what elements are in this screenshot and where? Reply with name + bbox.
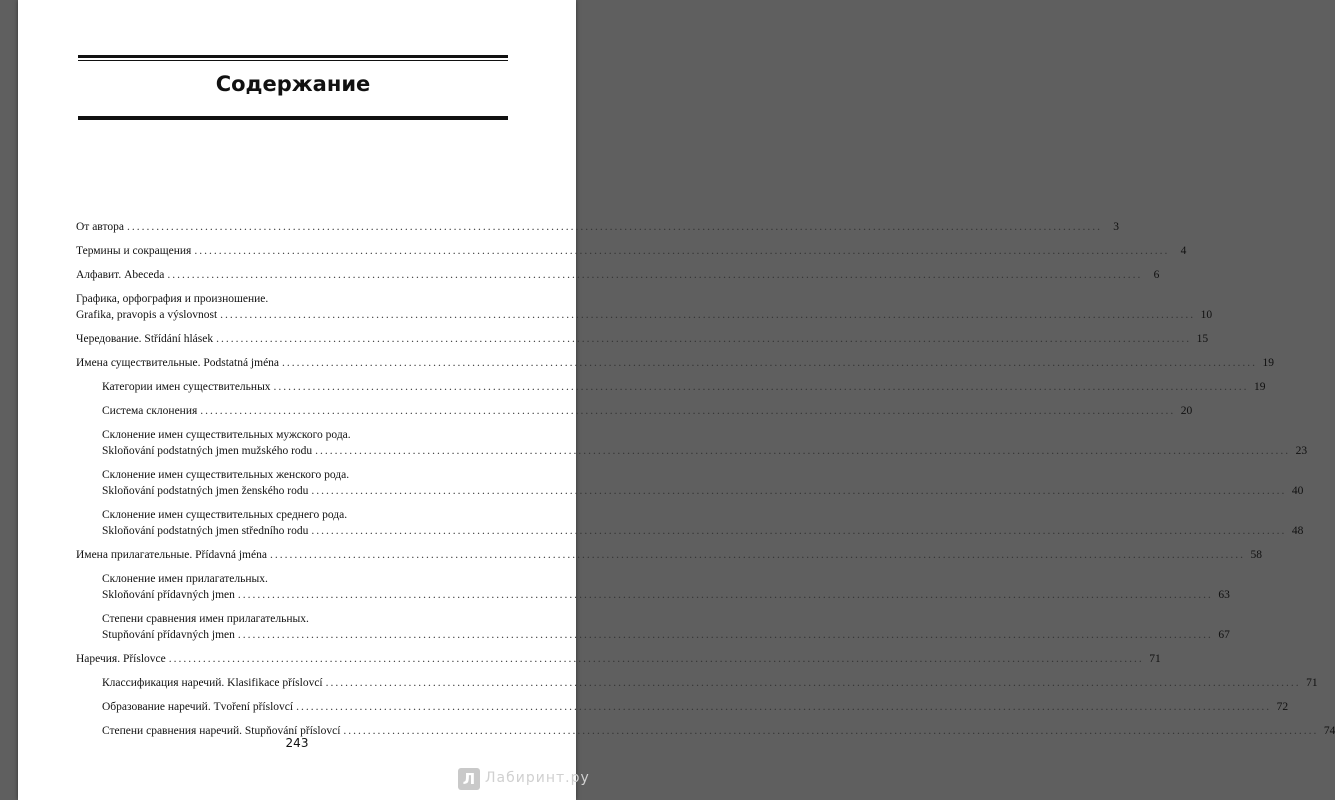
toc-entry-title: Термины и сокращения	[76, 245, 192, 257]
toc-entry-title: Алфавит. Abeceda	[76, 269, 165, 281]
dot-leader: ........................................................................................................................................................................................................	[200, 405, 1176, 417]
toc-entry-title: Имена прилагательные. Přídavná jména	[76, 549, 267, 561]
toc-entry-page: 20	[1180, 405, 1193, 417]
toc-entry-title-line: Степени сравнения имен прилагательных.	[102, 613, 309, 625]
dot-leader: ........................................................................................................................................................................................................	[282, 357, 1258, 369]
toc-entry-page: 3	[1113, 221, 1119, 233]
watermark-text: Лабиринт.ру	[485, 770, 590, 786]
toc-entry	[76, 219, 1119, 235]
page-number: 243	[285, 736, 309, 750]
toc-entry-title: Skloňování podstatných jmen středního rodu	[102, 525, 309, 537]
toc-entry-title-line: Склонение имен существительных мужского рода.	[102, 429, 351, 441]
dot-leader: ........................................................................................................................................................................................................	[168, 653, 1144, 665]
dot-leader: ........................................................................................................................................................................................................	[273, 381, 1249, 393]
page-title: Содержание	[215, 72, 371, 96]
toc-entry-title: Наречия. Příslovce	[76, 653, 166, 665]
toc-entry-page: 72	[1276, 701, 1289, 713]
toc-entry-title: Grafika, pravopis a výslovnost	[76, 309, 218, 321]
toc-subentry	[76, 507, 1304, 539]
toc-entry-title: Классификация наречий. Klasifikace příslovcí	[102, 677, 323, 689]
toc-entry	[76, 651, 1161, 667]
toc-entry-page: 71	[1149, 653, 1161, 665]
table-of-contents	[76, 219, 1335, 747]
toc-subentry	[76, 675, 1318, 691]
toc-entry	[76, 547, 1262, 563]
toc-entry	[76, 355, 1275, 371]
toc-entry-title: Skloňování podstatných jmen ženského rodu	[102, 485, 309, 497]
toc-entry-page: 58	[1250, 549, 1262, 561]
title-rule-bottom	[78, 114, 508, 120]
dot-leader: ........................................................................................................................................................................................................	[311, 525, 1287, 537]
toc-subentry	[76, 379, 1266, 395]
book-page	[18, 0, 1335, 800]
toc-subentry	[76, 403, 1193, 419]
toc-subentry	[76, 427, 1308, 459]
dot-leader: ........................................................................................................................................................................................................	[311, 485, 1287, 497]
toc-entry-page: 40	[1291, 485, 1304, 497]
toc-entry-page: 48	[1291, 525, 1304, 537]
toc-entry-title: Stupňování přídavných jmen	[102, 629, 235, 641]
toc-entry	[76, 267, 1160, 283]
toc-entry-title-line: Склонение имен существительных женского рода.	[102, 469, 350, 481]
toc-entry-page: 4	[1180, 245, 1187, 257]
toc-entry-page: 71	[1306, 677, 1318, 689]
toc-entry-title: Система склонения	[102, 405, 198, 417]
toc-entry-page: 19	[1254, 381, 1266, 393]
toc-entry-title-line: Графика, орфография и произношение.	[76, 293, 269, 305]
toc-entry-page: 74	[1323, 725, 1335, 737]
toc-entry	[76, 291, 1213, 323]
toc-entry-page: 67	[1218, 629, 1230, 641]
dot-leader: ........................................................................................................................................................................................................	[126, 221, 1102, 233]
dot-leader: ........................................................................................................................................................................................................	[315, 445, 1291, 457]
toc-entry-title: Категории имен существительных	[102, 381, 271, 393]
dot-leader: ........................................................................................................................................................................................................	[237, 629, 1213, 641]
toc-entry-page: 23	[1295, 445, 1308, 457]
toc-entry-page: 19	[1262, 357, 1275, 369]
dot-leader: ........................................................................................................................................................................................................	[194, 245, 1170, 257]
toc-entry-title: От автора	[76, 221, 124, 233]
dot-leader: ........................................................................................................................................................................................................	[167, 269, 1143, 281]
toc-entry-page: 15	[1196, 333, 1209, 345]
toc-subentry	[76, 467, 1304, 499]
toc-entry-page: 6	[1153, 269, 1160, 281]
dot-leader: ........................................................................................................................................................................................................	[237, 589, 1213, 601]
dot-leader: ........................................................................................................................................................................................................	[325, 677, 1301, 689]
toc-entry-title-line: Склонение имен прилагательных.	[102, 573, 268, 585]
toc-entry	[76, 243, 1187, 259]
toc-subentry	[76, 571, 1230, 603]
dot-leader: ........................................................................................................................................................................................................	[216, 333, 1192, 345]
toc-entry	[76, 331, 1209, 347]
title-rule-top	[78, 55, 508, 61]
dot-leader: ........................................................................................................................................................................................................	[269, 549, 1245, 561]
dot-leader: ........................................................................................................................................................................................................	[343, 725, 1319, 737]
toc-entry-title: Степени сравнения наречий. Stupňování příslovcí	[102, 725, 341, 737]
toc-entry-title: Skloňování podstatných jmen mužského rodu	[102, 445, 313, 457]
dot-leader: ........................................................................................................................................................................................................	[220, 309, 1196, 321]
toc-entry-title: Чередование. Střídání hlásek	[76, 333, 214, 345]
toc-entry-title: Skloňování přídavných jmen	[102, 589, 235, 601]
toc-entry-title: Образование наречий. Tvoření příslovcí	[102, 701, 294, 713]
toc-entry-page: 10	[1200, 309, 1213, 321]
toc-entry-page: 63	[1218, 589, 1230, 601]
labirint-logo-icon: Л	[458, 768, 480, 790]
toc-subentry	[76, 699, 1289, 715]
toc-entry-title: Имена существительные. Podstatná jména	[76, 357, 280, 369]
dot-leader: ........................................................................................................................................................................................................	[296, 701, 1272, 713]
toc-entry-title-line: Склонение имен существительных среднего рода.	[102, 509, 348, 521]
toc-subentry	[76, 611, 1230, 643]
